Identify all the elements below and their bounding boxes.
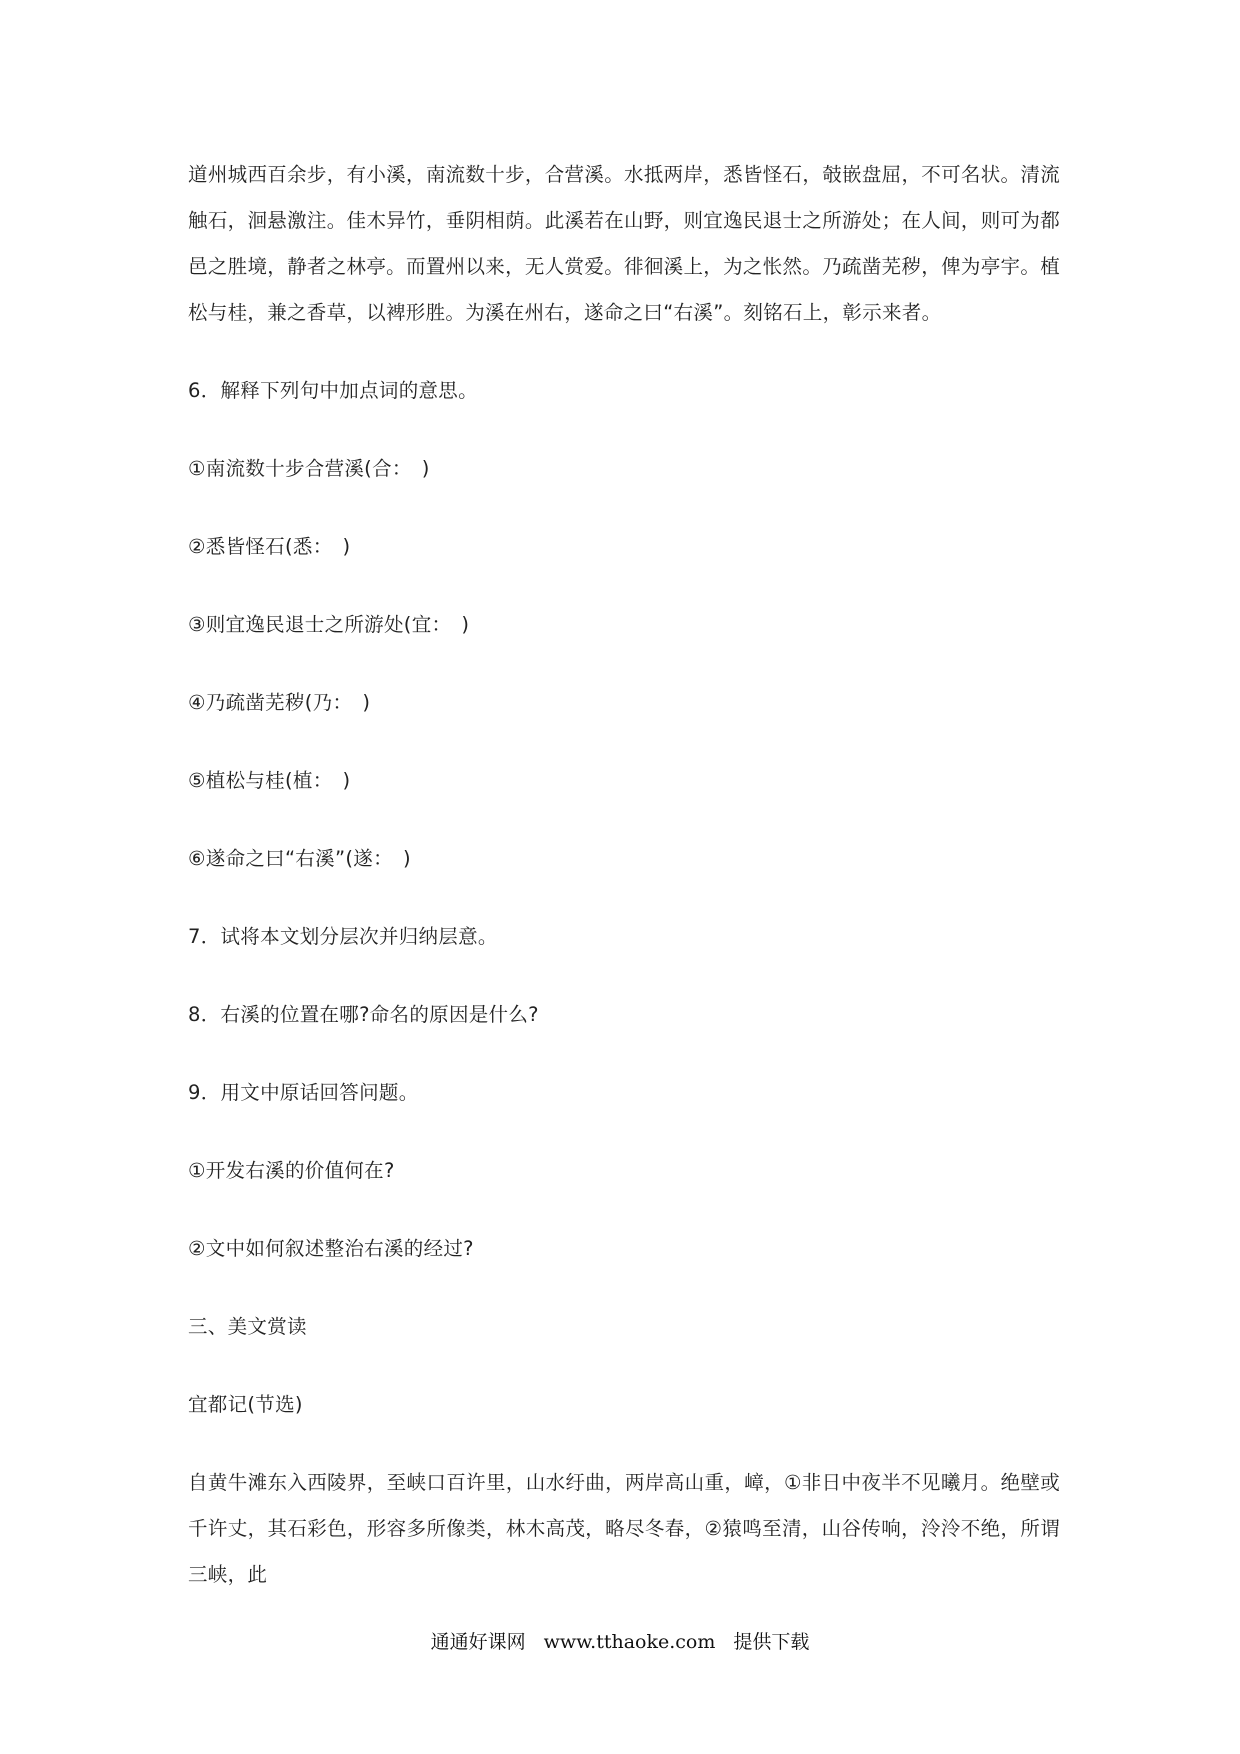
question-9-item-1: ①开发右溪的价值何在? — [188, 1159, 395, 1182]
footer-action: 提供下载 — [733, 1631, 810, 1653]
question-6-item-5: ⑤植松与桂(植： ) — [188, 769, 351, 792]
question-6-item-3: ③则宜逸民退士之所游处(宜： ) — [188, 613, 470, 636]
question-9: 9．用文中原话回答问题。 — [188, 1081, 419, 1104]
question-6-item-4: ④乃疏凿芜秽(乃： ) — [188, 691, 371, 714]
question-6-item-2: ②悉皆怪石(悉： ) — [188, 535, 351, 558]
passage-yiduji: 自黄牛滩东入西陵界，至峡口百许里，山水纡曲，两岸高山重，嶂，①非日中夜半不见曦月。绝壁或千许丈，其石彩色，形容多所像类，林木高茂，略尽冬春，②猿鸣至清，山谷传响，泠泠不绝，所谓三峡，此 — [188, 1471, 1060, 1586]
question-6: 6．解释下列句中加点词的意思。 — [188, 379, 478, 402]
section-3-title: 宜都记(节选) — [188, 1393, 303, 1416]
section-3-heading: 三、美文赏读 — [188, 1315, 307, 1338]
question-6-item-6: ⑥遂命之曰“右溪”(遂： ) — [188, 847, 411, 870]
question-8: 8．右溪的位置在哪?命名的原因是什么? — [188, 1003, 539, 1026]
footer-site-name: 通通好课网 — [430, 1631, 526, 1653]
question-9-item-2: ②文中如何叙述整治右溪的经过? — [188, 1237, 474, 1260]
page-footer — [0, 1627, 1240, 1657]
question-6-item-1: ①南流数十步合营溪(合： ) — [188, 457, 430, 480]
document-content — [188, 152, 1060, 1598]
footer-url: www.tthaoke.com — [543, 1631, 716, 1653]
question-7: 7．试将本文划分层次并归纳层意。 — [188, 925, 498, 948]
passage-youxi: 道州城西百余步，有小溪，南流数十步，合营溪。水抵两岸，悉皆怪石，攲嵌盘屈，不可名状。清流触石，洄悬激注。佳木异竹，垂阴相荫。此溪若在山野，则宜逸民退士之所游处；在人间，则可为都邑之胜境，静者之林亭。而置州以来，无人赏爱。徘徊溪上，为之怅然。乃疏凿芜秽，俾为亭宇。植松与桂，兼之香草，以裨形胜。为溪在州右，遂命之曰“右溪”。刻铭石上，彰示来者。 — [188, 163, 1060, 324]
